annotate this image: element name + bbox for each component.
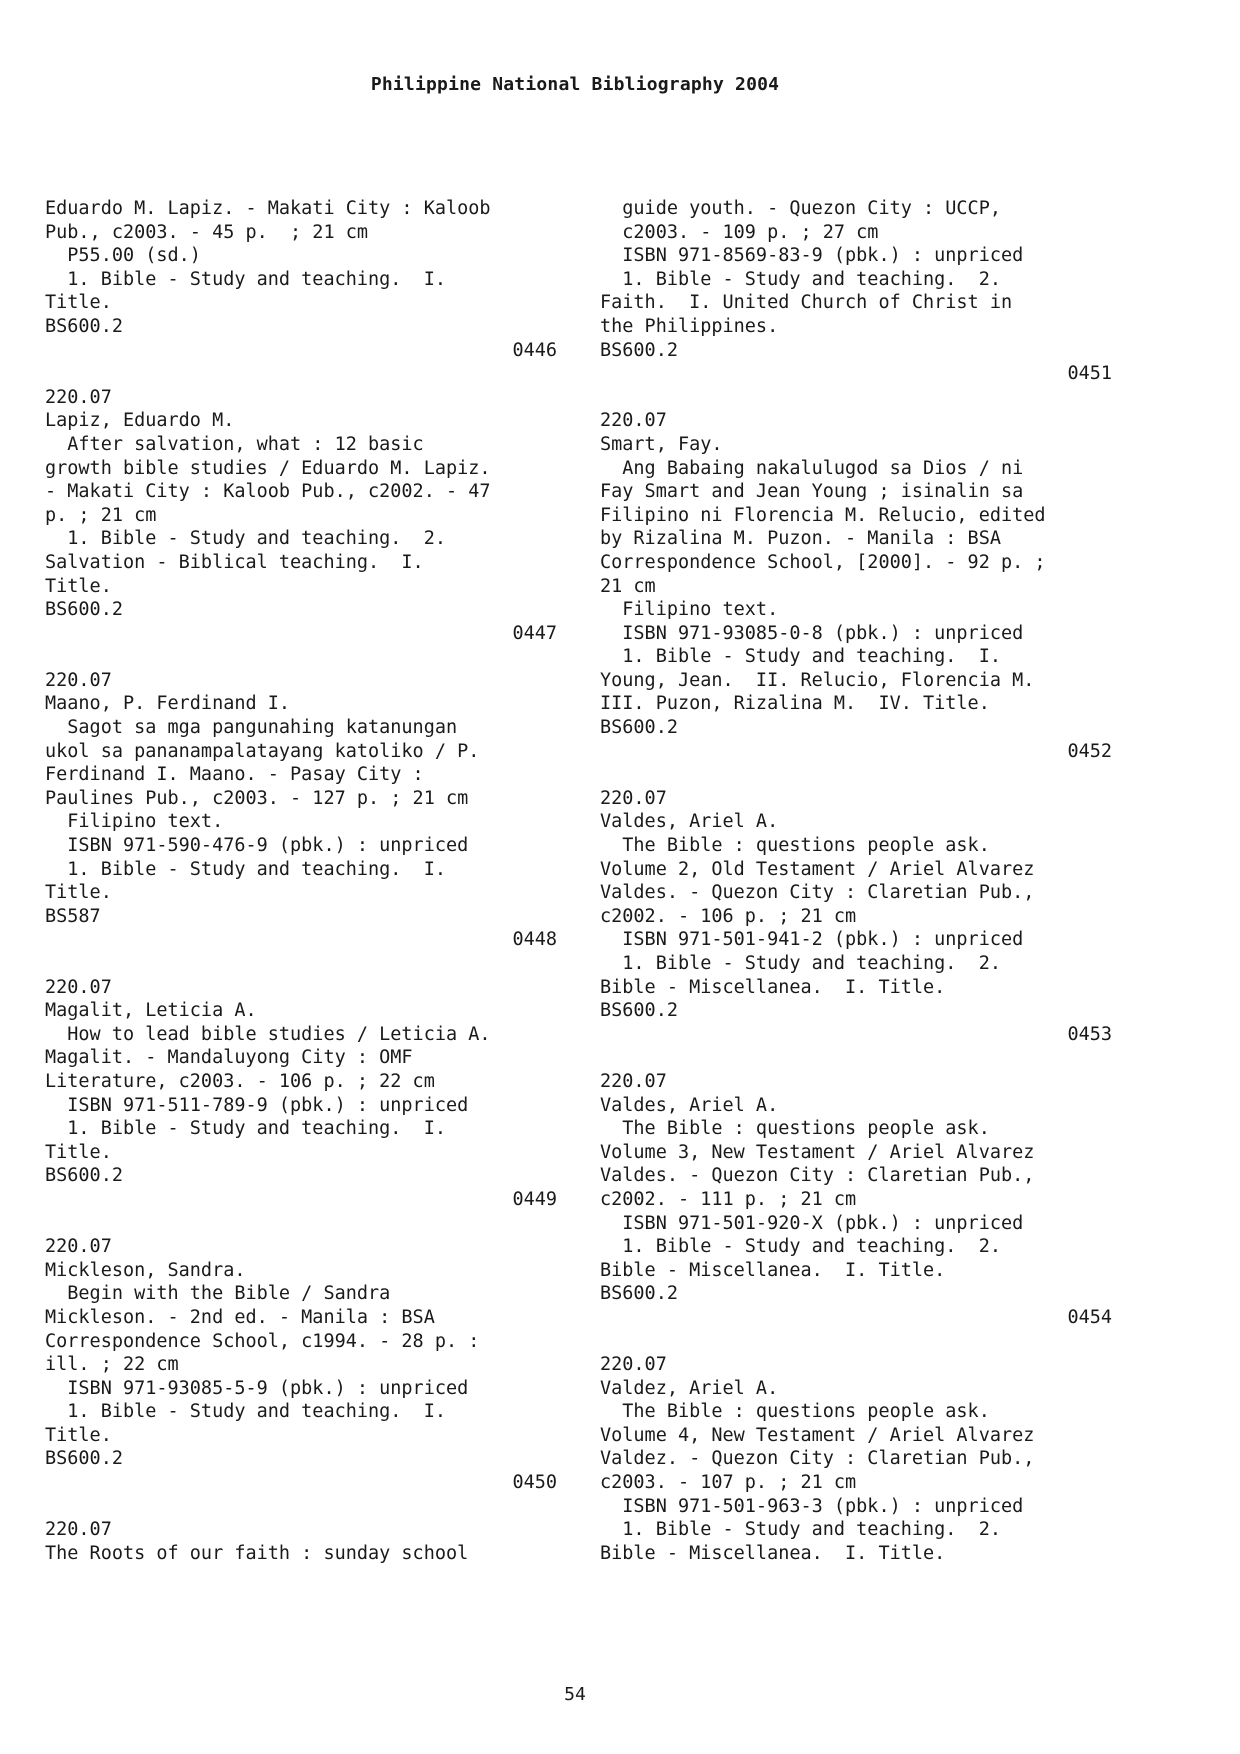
entry-separator — [45, 1212, 565, 1236]
entry-line: ISBN 971-93085-5-9 (pbk.) : unpriced — [45, 1377, 469, 1399]
entry-line: - Makati City : Kaloob Pub., c2002. - 47 — [45, 481, 491, 503]
entry-line: 21 cm — [600, 575, 656, 597]
entry-separator — [45, 362, 565, 386]
entry-line: ill. ; 22 cm — [45, 1354, 179, 1376]
entry-line: The Roots of our faith : sunday school — [45, 1542, 469, 1564]
entry-number: 0452 — [1067, 740, 1112, 762]
entry-line: 1. Bible - Study and teaching. I. — [45, 1401, 446, 1423]
entry-line: Correspondence School, c1994. - 28 p. : — [45, 1330, 480, 1352]
entry-line: 220.07 — [45, 1519, 112, 1541]
entry-line: BS587 — [45, 905, 101, 927]
entry-line: Mickleson, Sandra. — [45, 1259, 246, 1281]
entry-line: Volume 2, Old Testament / Ariel Alvarez — [600, 858, 1035, 880]
entry-line: 1. Bible - Study and teaching. 2. — [600, 1519, 1001, 1541]
entry-line: 220.07 — [600, 1354, 667, 1376]
entry-line: 220.07 — [600, 787, 667, 809]
entry-line: Fay Smart and Jean Young ; isinalin sa — [600, 481, 1024, 503]
entry-line: Title. — [45, 292, 112, 314]
entry-line: ISBN 971-501-920-X (pbk.) : unpriced — [600, 1212, 1024, 1234]
entry-line: p. ; 21 cm — [45, 504, 157, 526]
entry-line: Bible - Miscellanea. I. Title. — [600, 1259, 946, 1281]
right-column — [600, 197, 1120, 1565]
entry-line: 1. Bible - Study and teaching. 2. — [45, 528, 446, 550]
entry-line: How to lead bible studies / Leticia A. — [45, 1023, 491, 1045]
entry-line: Young, Jean. II. Relucio, Florencia M. — [600, 669, 1035, 691]
page-number: 54 — [564, 1684, 586, 1705]
entry-separator — [45, 1495, 565, 1519]
entry-line: Filipino text. — [45, 811, 224, 833]
entry-number: 0448 — [512, 929, 557, 951]
entry-line: 1. Bible - Study and teaching. I. — [45, 1118, 446, 1140]
entry-line: Filipino ni Florencia M. Relucio, edited — [600, 504, 1046, 526]
entry-line: Ferdinand I. Maano. - Pasay City : — [45, 764, 424, 786]
entry-line: Pub., c2003. - 45 p. ; 21 cm — [45, 221, 369, 243]
entry-line: Magalit. - Mandaluyong City : OMF — [45, 1047, 413, 1069]
entry-separator — [600, 763, 1120, 787]
entry-line: Filipino text. — [600, 599, 779, 621]
entry-line: The Bible : questions people ask. — [600, 1118, 990, 1140]
entry-line: Faith. I. United Church of Christ in — [600, 292, 1013, 314]
entry-line: ISBN 971-501-941-2 (pbk.) : unpriced — [600, 929, 1024, 951]
entry-separator — [45, 645, 565, 669]
entry-line: Smart, Fay. — [600, 433, 723, 455]
entry-line: Valdes, Ariel A. — [600, 1094, 779, 1116]
entry-line: Valdez. - Quezon City : Claretian Pub., — [600, 1448, 1035, 1470]
entry-line: BS600.2 — [45, 315, 123, 337]
entry-line: ISBN 971-93085-0-8 (pbk.) : unpriced — [600, 622, 1024, 644]
entry-line: 220.07 — [45, 669, 112, 691]
entry-line: Bible - Miscellanea. I. Title. — [600, 1542, 946, 1564]
entry-line: 220.07 — [600, 410, 667, 432]
entry-line: c2003. - 107 p. ; 21 cm — [600, 1472, 857, 1494]
entry-line: Begin with the Bible / Sandra — [45, 1283, 391, 1305]
entry-line: BS600.2 — [600, 1283, 678, 1305]
entry-line: Title. — [45, 1424, 112, 1446]
entry-line: Eduardo M. Lapiz. - Makati City : Kaloob — [45, 198, 491, 219]
entry-number: 0447 — [512, 622, 557, 644]
entry-line: ISBN 971-590-476-9 (pbk.) : unpriced — [45, 835, 469, 857]
entry-line: c2002. - 111 p. ; 21 cm — [600, 1188, 857, 1210]
entry-line: the Philippines. — [600, 315, 779, 337]
entry-line: ISBN 971-511-789-9 (pbk.) : unpriced — [45, 1094, 469, 1116]
entry-line: 1. Bible - Study and teaching. 2. — [600, 1236, 1001, 1258]
entry-separator — [600, 1046, 1120, 1070]
entry-line: BS600.2 — [600, 717, 678, 739]
entry-line: Correspondence School, [2000]. - 92 p. ; — [600, 551, 1046, 573]
entry-line: ukol sa pananampalatayang katoliko / P. — [45, 740, 480, 762]
entry-line: c2002. - 106 p. ; 21 cm — [600, 905, 857, 927]
entry-line: ISBN 971-8569-83-9 (pbk.) : unpriced — [600, 245, 1024, 267]
entry-line: by Rizalina M. Puzon. - Manila : BSA — [600, 528, 1001, 550]
entry-line: Title. — [45, 575, 112, 597]
entry-line: Literature, c2003. - 106 p. ; 22 cm — [45, 1070, 435, 1092]
entry-line: III. Puzon, Rizalina M. IV. Title. — [600, 693, 990, 715]
entry-line: Volume 4, New Testament / Ariel Alvarez — [600, 1424, 1035, 1446]
entry-line: Valdes. - Quezon City : Claretian Pub., — [600, 1165, 1035, 1187]
entry-line: growth bible studies / Eduardo M. Lapiz. — [45, 457, 491, 479]
entry-line: Ang Babaing nakalulugod sa Dios / ni — [600, 457, 1024, 479]
entry-line: 1. Bible - Study and teaching. 2. — [600, 953, 1001, 974]
entry-number: 0454 — [1067, 1306, 1112, 1328]
entry-line: P55.00 (sd.) — [45, 245, 201, 267]
entry-line: Title. — [45, 882, 112, 904]
entry-line: Mickleson. - 2nd ed. - Manila : BSA — [45, 1306, 435, 1328]
entry-line: 220.07 — [45, 1236, 112, 1258]
entry-number: 0449 — [512, 1188, 557, 1210]
page-title: Philippine National Bibliography 2004 — [370, 74, 780, 95]
entry-line: 1. Bible - Study and teaching. 2. — [600, 268, 1001, 290]
entry-line: Valdes. - Quezon City : Claretian Pub., — [600, 882, 1035, 904]
entry-line: BS600.2 — [45, 1448, 123, 1470]
entry-line: Sagot sa mga pangunahing katanungan — [45, 717, 458, 739]
entry-separator — [45, 952, 565, 976]
entry-line: 220.07 — [45, 976, 112, 998]
entry-line: Bible - Miscellanea. I. Title. — [600, 976, 946, 998]
entry-line: Salvation - Biblical teaching. I. — [45, 551, 424, 573]
left-column — [45, 197, 565, 1565]
entry-line: Volume 3, New Testament / Ariel Alvarez — [600, 1141, 1035, 1163]
entry-line: guide youth. - Quezon City : UCCP, — [600, 198, 1001, 219]
entry-line: After salvation, what : 12 basic — [45, 433, 424, 455]
entry-line: 220.07 — [600, 1070, 667, 1092]
entry-number: 0446 — [512, 339, 557, 361]
entry-line: Valdes, Ariel A. — [600, 811, 779, 833]
entry-number: 0453 — [1067, 1023, 1112, 1045]
entry-line: 1. Bible - Study and teaching. I. — [45, 268, 446, 290]
entry-number: 0450 — [512, 1472, 557, 1494]
entry-line: BS600.2 — [45, 1165, 123, 1187]
entry-line: 1. Bible - Study and teaching. I. — [600, 646, 1001, 668]
entry-line: 220.07 — [45, 386, 112, 408]
entry-line: The Bible : questions people ask. — [600, 1401, 990, 1423]
entry-separator — [600, 386, 1120, 410]
entry-line: c2003. - 109 p. ; 27 cm — [600, 221, 879, 243]
entry-line: The Bible : questions people ask. — [600, 835, 990, 857]
entry-line: 1. Bible - Study and teaching. I. — [45, 858, 446, 880]
entry-line: BS600.2 — [45, 599, 123, 621]
entry-line: Maano, P. Ferdinand I. — [45, 693, 291, 715]
entry-separator — [600, 1330, 1120, 1354]
entry-line: Valdez, Ariel A. — [600, 1377, 779, 1399]
entry-line: ISBN 971-501-963-3 (pbk.) : unpriced — [600, 1495, 1024, 1517]
entry-line: BS600.2 — [600, 1000, 678, 1022]
entry-number: 0451 — [1067, 363, 1112, 385]
entry-line: Paulines Pub., c2003. - 127 p. ; 21 cm — [45, 787, 469, 809]
entry-line: Magalit, Leticia A. — [45, 1000, 257, 1022]
entry-line: BS600.2 — [600, 339, 678, 361]
entry-line: Lapiz, Eduardo M. — [45, 410, 235, 432]
entry-line: Title. — [45, 1141, 112, 1163]
